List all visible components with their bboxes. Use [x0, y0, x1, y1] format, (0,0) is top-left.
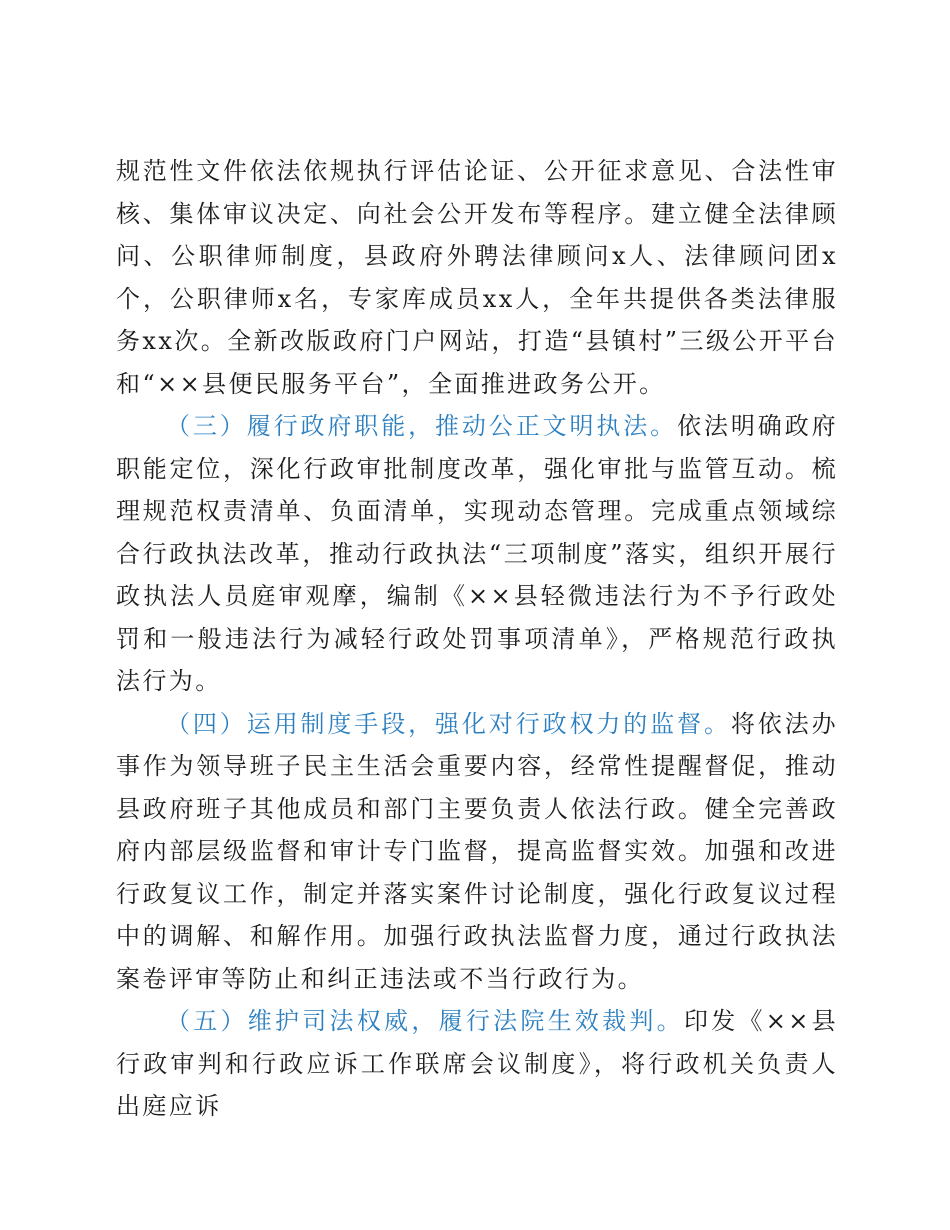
paragraph-text: 依法明确政府职能定位，深化行政审批制度改革，强化审批与监管互动。梳理规范权责清单、负面清单，实现动态管理。完成重点领域综合行政执法改革，推动行政执法“三项制度”落实，组织开展行政执法人员庭审观摩，编制《××县轻微违法行为不予行政处罚和一般违法行为减轻行政处罚事项清单》，严格规范行政执法行为。	[116, 412, 838, 695]
document-page	[116, 150, 838, 1128]
section-heading: （五）维护司法权威，履行法院生效裁判。	[166, 1007, 684, 1035]
paragraph-section-4	[116, 703, 838, 1001]
section-heading: （四）运用制度手段，强化对行政权力的监督。	[166, 709, 731, 738]
paragraph-continuation	[116, 150, 838, 405]
paragraph-text: 规范性文件依法依规执行评估论证、公开征求意见、合法性审核、集体审议决定、向社会公开发布等程序。建立健全法律顾问、公职律师制度，县政府外聘法律顾问x人、法律顾问团x个，公职律师x名，专家库成员xx人，全年共提供各类法律服务xx次。全新改版政府门户网站，打造“县镇村”三级公开平台和“××县便民服务平台”，全面推进政务公开。	[116, 157, 838, 398]
paragraph-section-5	[116, 1000, 838, 1128]
paragraph-section-3	[116, 405, 838, 703]
paragraph-text: 印发《××县行政审判和行政应诉工作联席会议制度》，将行政机关负责人出庭应诉	[116, 1007, 838, 1120]
section-heading: （三）履行政府职能，推动公正文明执法。	[166, 412, 678, 440]
paragraph-text: 将依法办事作为领导班子民主生活会重要内容，经常性提醒督促，推动县政府班子其他成员和部门主要负责人依法行政。健全完善政府内部层级监督和审计专门监督，提高监督实效。加强和改进行政复议工作，制定并落实案件讨论制度，强化行政复议过程中的调解、和解作用。加强行政执法监督力度，通过行政执法案卷评审等防止和纠正违法或不当行政行为。	[116, 709, 838, 993]
